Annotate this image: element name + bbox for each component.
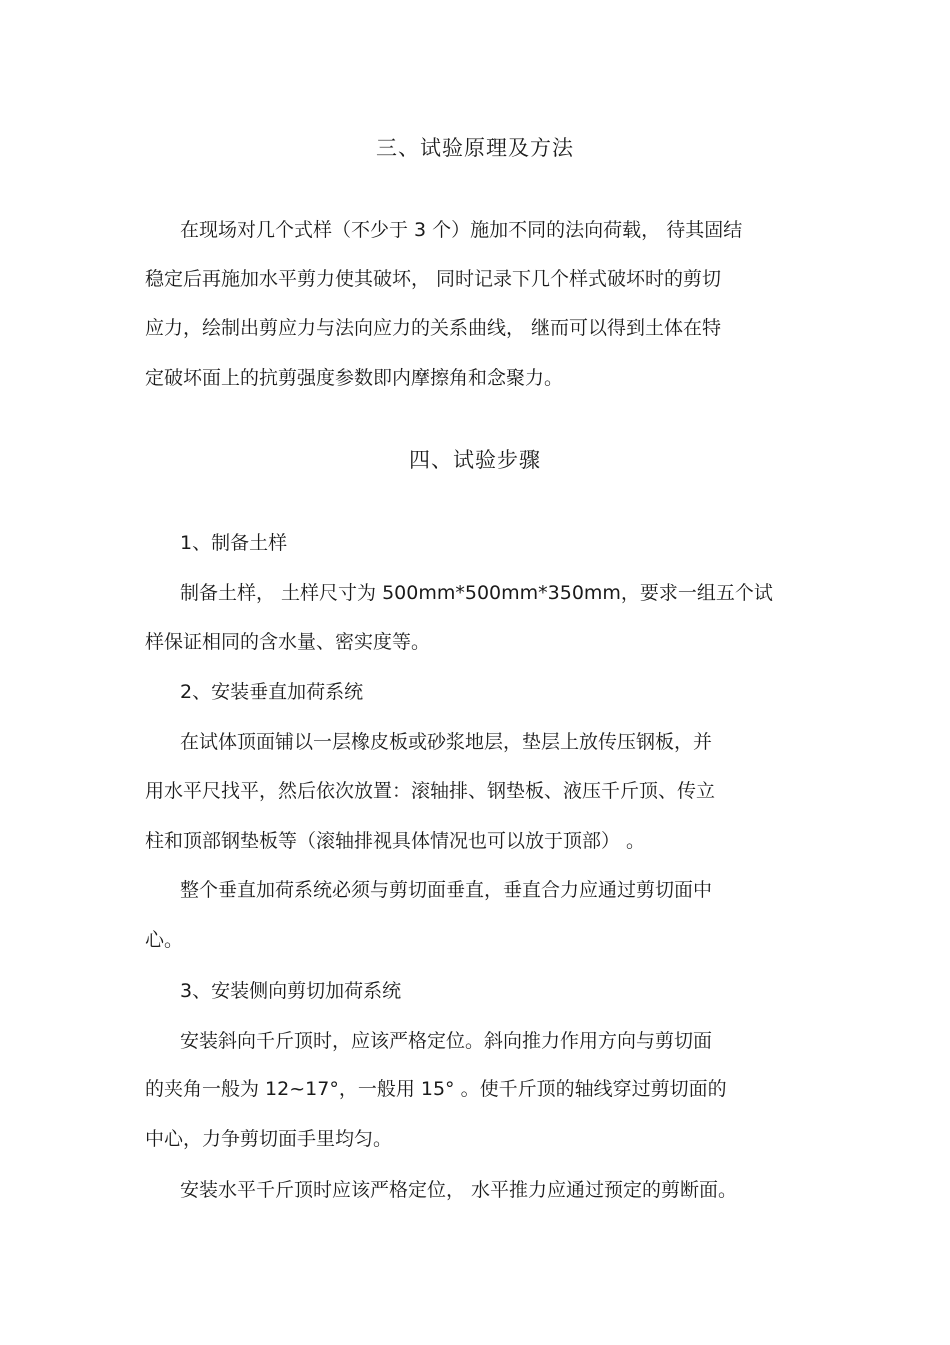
section-3-heading: 三、试验原理及方法	[376, 136, 574, 160]
step-1-line-2: 样保证相同的含水量、密实度等。	[145, 631, 431, 653]
step-2-title: 2、安装垂直加荷系统	[180, 681, 364, 703]
section-3-paragraph-line-2: 稳定后再施加水平剪力使其破坏， 同时记录下几个样式破坏时的剪切	[145, 268, 722, 290]
step-3-para-2-line-1: 安装水平千斤顶时应该严格定位， 水平推力应通过预定的剪断面。	[180, 1179, 738, 1201]
step-2-para-2-line-1: 整个垂直加荷系统必须与剪切面垂直，垂直合力应通过剪切面中	[180, 879, 713, 901]
step-3-para-1-line-2: 的夹角一般为 12~17°，一般用 15° 。使千斤顶的轴线穿过剪切面的	[145, 1078, 727, 1100]
step-3-para-1-line-1: 安装斜向千斤顶时，应该严格定位。斜向推力作用方向与剪切面	[180, 1030, 713, 1052]
section-3-paragraph-line-4: 定破坏面上的抗剪强度参数即内摩擦角和念聚力。	[145, 367, 564, 389]
section-3-paragraph-line-3: 应力，绘制出剪应力与法向应力的关系曲线， 继而可以得到土体在特	[145, 317, 722, 339]
step-2-para-1-line-1: 在试体顶面铺以一层橡皮板或砂浆地层，垫层上放传压钢板，并	[180, 731, 713, 753]
step-2-para-1-line-2: 用水平尺找平，然后依次放置：滚轴排、钢垫板、液压千斤顶、传立	[145, 780, 716, 802]
section-3-paragraph-line-1: 在现场对几个式样（不少于 3 个）施加不同的法向荷载， 待其固结	[180, 219, 743, 241]
section-4-heading: 四、试验步骤	[409, 448, 541, 472]
step-2-para-1-line-3: 柱和顶部钢垫板等（滚轴排视具体情况也可以放于顶部） 。	[145, 830, 646, 852]
step-3-title: 3、安装侧向剪切加荷系统	[180, 980, 402, 1002]
step-2-para-2-line-2: 心。	[145, 929, 184, 951]
step-1-line-1: 制备土样， 土样尺寸为 500mm*500mm*350mm，要求一组五个试	[180, 582, 773, 604]
step-1-title: 1、制备土样	[180, 532, 288, 554]
step-3-para-1-line-3: 中心，力争剪切面手里均匀。	[145, 1128, 393, 1150]
